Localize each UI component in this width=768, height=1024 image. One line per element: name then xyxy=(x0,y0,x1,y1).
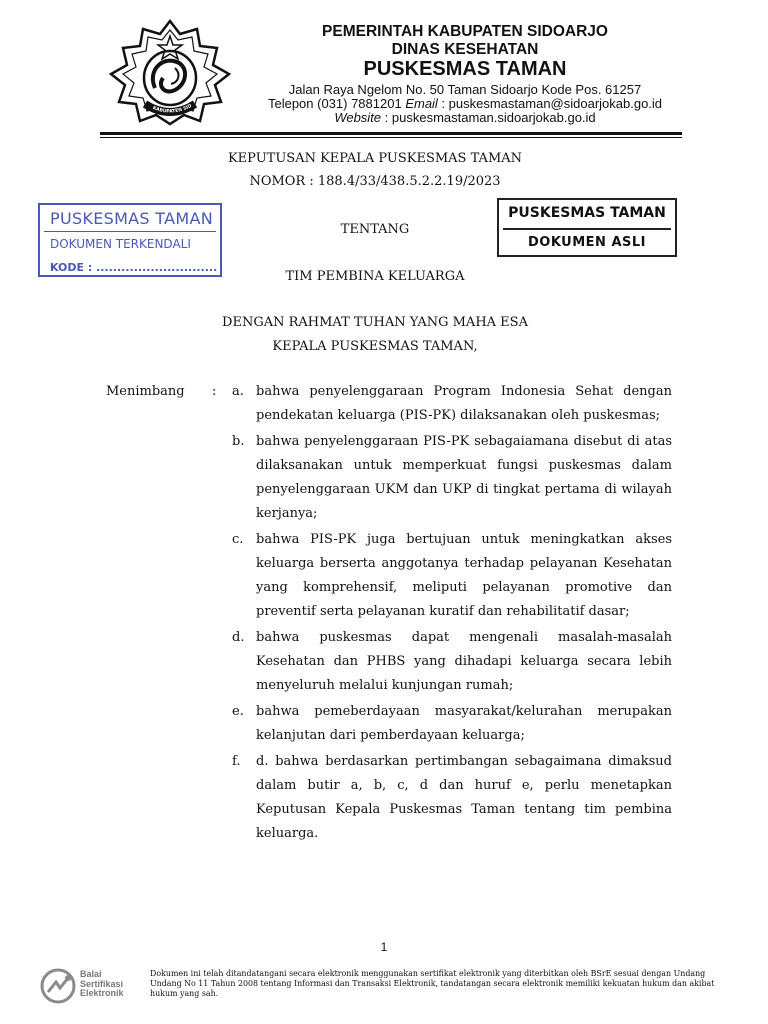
bsre-text-line2: Sertifikasi xyxy=(80,978,124,989)
original-stamp-divider xyxy=(503,228,671,230)
letterhead-department: DINAS KESEHATAN xyxy=(391,41,539,58)
decree-heading: KEPUTUSAN KEPALA PUSKESMAS TAMAN xyxy=(227,151,523,166)
list-item xyxy=(232,528,672,624)
controlled-document-stamp xyxy=(38,203,222,277)
decree-number: NOMOR : 188.4/33/438.5.2.2.19/2023 xyxy=(249,174,501,189)
letterhead-government: PEMERINTAH KABUPATEN SIDOARJO xyxy=(322,23,608,40)
bsre-logo-icon xyxy=(40,968,78,1004)
bsre-text-line1: Balai xyxy=(80,969,102,979)
list-marker: d. xyxy=(232,630,245,645)
controlled-stamp-subtitle: DOKUMEN TERKENDALI xyxy=(50,237,191,251)
controlled-stamp-code: KODE : ............................. xyxy=(50,261,218,274)
page-number: 1 xyxy=(380,940,388,954)
decree-about: TENTANG xyxy=(340,222,410,237)
considering-colon: : xyxy=(212,384,217,399)
list-marker: b. xyxy=(232,434,245,449)
controlled-stamp-title: PUSKESMAS TAMAN xyxy=(50,209,213,228)
decree-authority: KEPALA PUSKESMAS TAMAN, xyxy=(272,339,478,354)
decree-invocation: DENGAN RAHMAT TUHAN YANG MAHA ESA xyxy=(222,315,528,330)
list-item xyxy=(232,700,672,748)
list-marker: e. xyxy=(232,704,244,719)
list-marker: f. xyxy=(232,754,241,769)
bsre-logo-text xyxy=(80,970,124,999)
letterhead-website xyxy=(250,110,680,125)
email-label: Email xyxy=(405,96,438,111)
original-stamp-subtitle: DOKUMEN ASLI xyxy=(527,235,646,250)
list-item xyxy=(232,380,672,428)
website-value: : puskesmastaman.sidoarjokab.go.id xyxy=(381,110,596,125)
original-document-stamp xyxy=(497,198,677,257)
original-stamp-title: PUSKESMAS TAMAN xyxy=(508,205,666,221)
sidoarjo-seal-logo xyxy=(105,18,235,126)
letterhead-divider-thin xyxy=(100,137,682,138)
email-value: : puskesmastaman@sidoarjokab.go.id xyxy=(437,96,663,111)
letterhead-institution: PUSKESMAS TAMAN xyxy=(363,58,567,80)
list-marker: c. xyxy=(232,532,244,547)
list-item xyxy=(232,430,672,526)
phone-text: Telepon (031) 7881201 xyxy=(267,96,406,111)
list-text: bahwa pemeberdayaan masyarakat/kelurahan merupakan kelanjutan dari pemberdayaan keluarga; xyxy=(256,704,672,743)
list-text: bahwa penyelenggaraan PIS-PK sebagaiamana disebut di atas dilaksanakan untuk memperkuat fungsi puskesmas dalam penyelenggaraan UKM dan UKP di tingkat pertama di wilayah kerjanya; xyxy=(256,434,672,521)
considering-list xyxy=(232,380,672,846)
e-signature-notice: Dokumen ini telah ditandatangani secara elektronik menggunakan sertifikat elektronik yang diterbitkan oleh BSrE sesuai dengan Undang Undang No 11 Tahun 2008 tentang Informasi dan Transaksi Elektronik, tandatangan secara elektronik memiliki kekuatan hukum dan akibat hukum yang sah. xyxy=(150,969,715,998)
bsre-text-line3: Elektronik xyxy=(80,988,124,998)
letterhead-contact xyxy=(250,96,680,111)
website-label: Website xyxy=(334,110,382,125)
controlled-stamp-divider xyxy=(44,231,216,232)
list-text: bahwa penyelenggaraan Program Indonesia Sehat dengan pendekatan keluarga (PIS-PK) dilaksanakan oleh puskesmas; xyxy=(256,384,672,423)
list-text: bahwa PIS-PK juga bertujuan untuk meningkatkan akses keluarga berserta anggotanya terhadap pelayanan Kesehatan yang komprehensif, meliputi pelayanan promotive dan preventif serta pelayanan kuratif dan rehabilitatif dasar; xyxy=(256,532,672,619)
letterhead-divider-thick xyxy=(100,132,682,135)
considering-label: Menimbang xyxy=(106,384,185,399)
list-item xyxy=(232,626,672,698)
list-text: bahwa puskesmas dapat mengenali masalah-masalah Kesehatan dan PHBS yang dihadapi keluarga secara lebih menyeluruh melalui kunjungan rumah; xyxy=(256,630,672,693)
seal-text: KABUPATEN SID xyxy=(151,103,193,115)
list-text: d. bahwa berdasarkan pertimbangan sebagaimana dimaksud dalam butir a, b, c, d dan huruf e, perlu menetapkan Keputusan Kepala Puskesmas Taman tentang tim pembina keluarga. xyxy=(256,754,672,841)
list-marker: a. xyxy=(232,384,244,399)
decree-subject: TIM PEMBINA KELUARGA xyxy=(285,269,465,284)
letterhead-address: Jalan Raya Ngelom No. 50 Taman Sidoarjo Kode Pos. 61257 xyxy=(288,82,642,97)
list-item xyxy=(232,750,672,846)
